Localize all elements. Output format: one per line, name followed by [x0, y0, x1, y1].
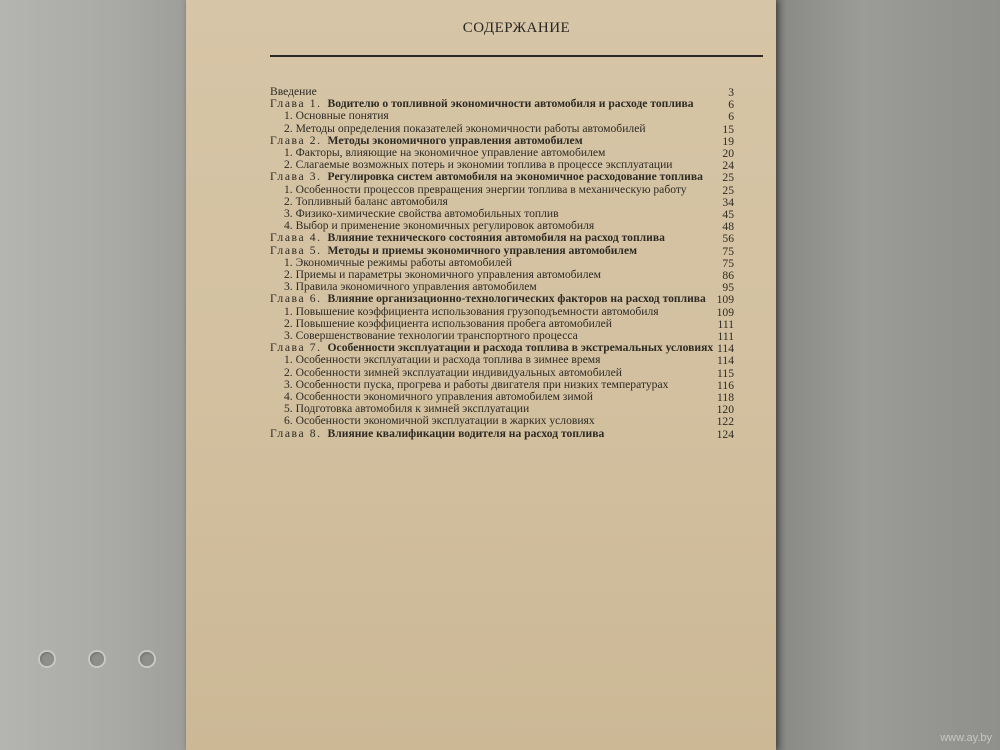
toc-chapter	[270, 426, 734, 441]
entry-title: 3. Правила экономичного управления автомобилем	[284, 280, 537, 294]
binder-hole	[140, 652, 154, 666]
entry-title: 4. Выбор и применение экономичных регулировок автомобиля	[284, 219, 595, 233]
chapter-label: Глава 5.	[270, 243, 322, 257]
toc-entry-text	[270, 428, 730, 440]
background-left	[0, 0, 195, 750]
binder-hole	[90, 652, 104, 666]
page-number: 122	[716, 415, 734, 429]
table-of-contents	[270, 85, 734, 441]
page-number: 114	[717, 354, 734, 368]
page-number: 34	[722, 195, 734, 209]
entry-title: Влияние организационно-технологических факторов на расход топлива	[327, 292, 706, 306]
chapter-label: Глава 1.	[270, 97, 322, 111]
page-number: 25	[722, 183, 734, 197]
entry-title: 3. Совершенствование технологии транспортного процесса	[284, 329, 578, 343]
entry-title: Методы экономичного управления автомобилем	[327, 133, 583, 147]
chapter-label: Глава 8.	[270, 426, 322, 440]
page-number: 118	[717, 391, 734, 405]
entry-title: 4. Особенности экономичного управления автомобилем зимой	[284, 390, 593, 404]
page-number: 116	[717, 378, 734, 392]
page-number: 20	[722, 147, 734, 161]
page-number: 109	[716, 293, 734, 307]
page-number: 75	[722, 256, 734, 270]
chapter-label: Глава 7.	[270, 341, 322, 355]
binder-holes	[0, 646, 195, 676]
entry-title: 1. Особенности эксплуатации и расхода топлива в зимнее время	[284, 353, 601, 367]
chapter-label: Глава 4.	[270, 231, 322, 245]
entry-title: Водителю о топливной экономичности автомобиля и расходе топлива	[327, 97, 694, 111]
page-number: 124	[716, 427, 734, 441]
entry-title: Введение	[270, 85, 317, 98]
entry-title: Методы и приемы экономичного управления автомобилем	[327, 243, 637, 257]
page-number: 24	[722, 159, 734, 173]
page-number: 95	[722, 281, 734, 295]
entry-title: 1. Экономичные режимы работы автомобилей	[284, 255, 512, 269]
page-number: 111	[717, 317, 734, 331]
page-number: 86	[722, 269, 734, 283]
background-right	[773, 0, 1000, 750]
contents-title: СОДЕРЖАНИЕ	[462, 20, 571, 36]
entry-title: 2. Методы определения показателей экономичности работы автомобилей	[284, 121, 646, 135]
page-number: 115	[717, 366, 734, 380]
entry-title: 1. Особенности процессов превращения энергии топлива в механическую работу	[284, 182, 687, 196]
page-number: 6	[728, 110, 734, 124]
entry-title: 3. Физико-химические свойства автомобильных топлив	[284, 207, 559, 221]
entry-title: Регулировка систем автомобиля на экономичное расходование топлива	[327, 170, 703, 184]
page-number: 25	[722, 171, 734, 185]
entry-title: 5. Подготовка автомобиля к зимней эксплуатации	[284, 402, 530, 416]
chapter-label: Глава 2.	[270, 133, 322, 147]
entry-title: 2. Приемы и параметры экономичного управления автомобилем	[284, 268, 602, 282]
page-number: 19	[722, 134, 734, 148]
entry-title: 1. Повышение коэффициента использования грузоподъемности автомобиля	[284, 304, 659, 318]
entry-title: 2. Повышение коэффициента использования пробега автомобилей	[284, 316, 612, 330]
entry-title: 1. Факторы, влияющие на экономичное управление автомобилем	[284, 146, 606, 160]
entry-title: 2. Топливный баланс автомобиля	[284, 194, 448, 208]
page-number: 15	[722, 122, 734, 136]
page-number: 56	[722, 232, 734, 246]
watermark: www.ay.by	[940, 732, 992, 744]
binder-hole	[40, 652, 54, 666]
page-number: 120	[716, 403, 734, 417]
chapter-label: Глава 3.	[270, 170, 322, 184]
entry-title: Влияние технического состояния автомобиля на расход топлива	[327, 231, 665, 245]
chapter-label: Глава 6.	[270, 292, 322, 306]
page-number: 45	[722, 208, 734, 222]
book-page	[186, 0, 776, 750]
entry-title: Влияние квалификации водителя на расход топлива	[327, 426, 605, 440]
page-number: 109	[716, 305, 734, 319]
page-number: 6	[728, 98, 734, 112]
page-number: 3	[728, 86, 734, 99]
header-rule	[270, 55, 763, 57]
page-header	[270, 0, 763, 58]
entry-title: 2. Слагаемые возможных потерь и экономии топлива в процессе эксплуатации	[284, 158, 673, 172]
page-number: 114	[717, 342, 734, 356]
page-number: 111	[717, 330, 734, 344]
page-number: 48	[722, 220, 734, 234]
entry-title: 6. Особенности экономичной эксплуатации в жарких условиях	[284, 414, 595, 428]
entry-title: 3. Особенности пуска, прогрева и работы двигателя при низких температурах	[284, 377, 669, 391]
entry-title: 2. Особенности зимней эксплуатации индивидуальных автомобилей	[284, 365, 622, 379]
page-number: 75	[722, 244, 734, 258]
entry-title: Особенности эксплуатации и расхода топлива в экстремальных условиях	[327, 341, 714, 355]
entry-title: 1. Основные понятия	[284, 109, 389, 123]
